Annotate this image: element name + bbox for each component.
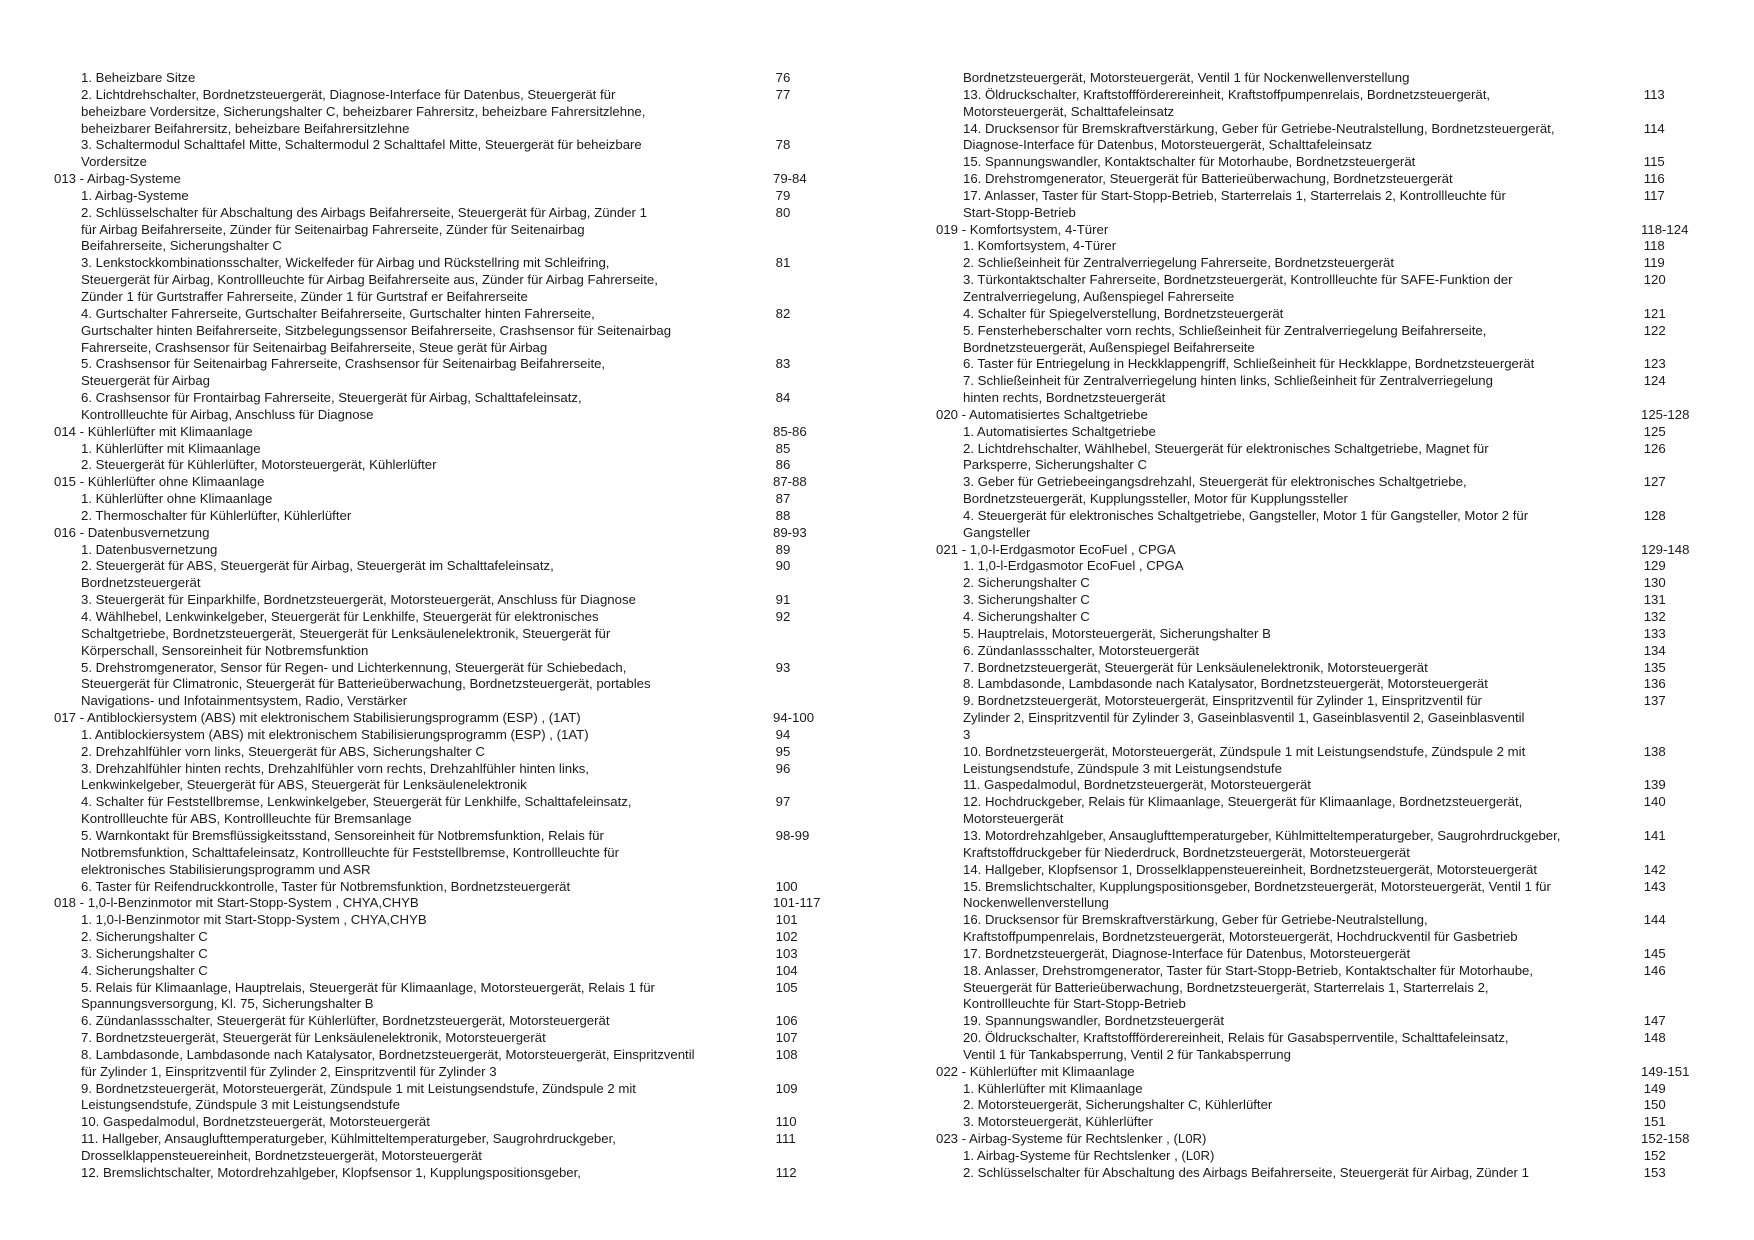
toc-entry-text: 2. Schließeinheit für Zentralverriegelung Fahrerseite, Bordnetzsteuergerät bbox=[963, 255, 1395, 271]
toc-entry-row bbox=[54, 1131, 850, 1165]
toc-entry-row bbox=[936, 70, 1720, 87]
toc-section-title: 023 - Airbag-Systeme für Rechtslenker , (L0R) bbox=[936, 1131, 1207, 1147]
toc-page-number: 98-99 bbox=[775, 827, 810, 843]
toc-page-number: 101-117 bbox=[773, 895, 821, 911]
toc-entry-row bbox=[936, 188, 1720, 222]
toc-page-number: 134 bbox=[1643, 642, 1666, 658]
toc-entry-row bbox=[936, 255, 1720, 272]
toc-entry-row bbox=[54, 542, 850, 559]
toc-page-number: 143 bbox=[1643, 878, 1666, 894]
toc-page-number: 118-124 bbox=[1641, 221, 1689, 237]
toc-entry-text: 15. Bremslichtschalter, Kupplungspositionsgeber, Bordnetzsteuergerät, Motorsteuergerät, Ventil 1 für Nockenwellenverstellung bbox=[963, 878, 1551, 911]
toc-entry-text: 1. 1,0-l-Erdgasmotor EcoFuel , CPGA bbox=[963, 558, 1184, 574]
toc-entry-text: 3. Motorsteuergerät, Kühlerlüfter bbox=[963, 1114, 1153, 1130]
toc-entry-text: 8. Lambdasonde, Lambdasonde nach Katalysator, Bordnetzsteuergerät, Motorsteuergerät, Einspritzventil für Zylinder 1, Einspritzventil für Zylinder 2, Einspritzventil für Zylinder 3 bbox=[81, 1046, 695, 1079]
toc-page-number: 115 bbox=[1643, 154, 1665, 170]
toc-page-number: 122 bbox=[1643, 322, 1666, 338]
toc-page-number: 127 bbox=[1643, 474, 1666, 490]
toc-entry-text: 3. Lenkstockkombinationsschalter, Wickelfeder für Airbag und Rückstellring mit Schleifring, Steuergerät für Airbag, Kontrollleuchte für Airbag Beifahrerseite aus, Zünder für Airbag Fahrerseite, Zünder 1 für Gurtstraffer Fahrerseite, Zünder 1 für Gurtstraf er Beifahrerseite bbox=[81, 255, 658, 304]
toc-entry-row bbox=[54, 457, 850, 474]
toc-entry-text: 2. Sicherungshalter C bbox=[81, 929, 208, 945]
toc-entry-text: 4. Sicherungshalter C bbox=[81, 962, 208, 978]
toc-entry-text: 1. Beheizbare Sitze bbox=[81, 70, 196, 85]
toc-page-number: 124 bbox=[1643, 373, 1666, 389]
toc-entry-text: 1. Antiblockiersystem (ABS) mit elektronischem Stabilisierungsprogramm (ESP) , (1AT) bbox=[81, 726, 589, 742]
toc-page-number: 80 bbox=[775, 204, 791, 220]
toc-entry-text: 5. Drehstromgenerator, Sensor für Regen- und Lichterkennung, Steuergerät für Schiebedach, Steuergerät für Climatronic, Steuergerät für Batterieüberwachung, Bordnetzsteuergerät, portables Navigations- und Infotainmentsystem, Radio, Verstärker bbox=[81, 659, 651, 709]
toc-section-row bbox=[936, 407, 1720, 424]
toc-entry-text: 13. Öldruckschalter, Kraftstoffförderereinheit, Kraftstoffpumpenrelais, Bordnetzsteuergerät, Motorsteuergerät, Schalttafeleinsatz bbox=[963, 86, 1491, 119]
toc-entry-text: 11. Hallgeber, Ansauglufttemperaturgeber, Kühlmitteltemperaturgeber, Saugrohrdruckgeber, Drosselklappensteuereinheit, Bordnetzsteuergerät, Motorsteuergerät bbox=[81, 1131, 616, 1163]
toc-entry-text: 1. Automatisiertes Schaltgetriebe bbox=[963, 423, 1156, 439]
toc-entry-row bbox=[54, 592, 850, 609]
toc-entry-text: 1. Kühlerlüfter ohne Klimaanlage bbox=[81, 491, 273, 507]
toc-entry-text: 3. Sicherungshalter C bbox=[963, 592, 1090, 608]
toc-entry-text: 4. Steuergerät für elektronisches Schaltgetriebe, Gangsteller, Motor 1 für Gangsteller, Motor 2 für Gangsteller bbox=[963, 507, 1529, 540]
toc-entry-row bbox=[936, 879, 1720, 913]
toc-entry-row bbox=[936, 474, 1720, 508]
toc-entry-text: 8. Lambdasonde, Lambdasonde nach Katalysator, Bordnetzsteuergerät, Motorsteuergerät bbox=[963, 676, 1488, 692]
toc-entry-row bbox=[54, 963, 850, 980]
toc-entry-row bbox=[54, 1081, 850, 1115]
toc-section-title: 021 - 1,0-l-Erdgasmotor EcoFuel , CPGA bbox=[936, 541, 1176, 557]
toc-entry-text: 17. Bordnetzsteuergerät, Diagnose-Interface für Datenbus, Motorsteuergerät bbox=[963, 945, 1411, 961]
toc-page-number: 76 bbox=[775, 70, 791, 85]
toc-entry-text: 19. Spannungswandler, Bordnetzsteuergerät bbox=[963, 1013, 1224, 1029]
toc-page-number: 153 bbox=[1643, 1164, 1666, 1180]
toc-page-number: 121 bbox=[1643, 305, 1666, 321]
toc-entry-text: 4. Gurtschalter Fahrerseite, Gurtschalter Beifahrerseite, Gurtschalter hinten Fahrerseite, Gurtschalter hinten Beifahrerseite, Sitzbelegungssensor Beifahrerseite, Crashsensor für Seitenairbag Fahrerseite, Crashsensor für Seitenairbag Beifahrerseite, Steue gerät für Airbag bbox=[81, 305, 672, 355]
toc-entry-text: 3. Drehzahlfühler hinten rechts, Drehzahlfühler vorn rechts, Drehzahlfühler hinten links, Lenkwinkelgeber, Steuergerät für ABS, Steuergerät für Lenksäulenelektronik bbox=[81, 760, 589, 793]
toc-page-number: 133 bbox=[1643, 625, 1666, 641]
toc-entry-row bbox=[936, 946, 1720, 963]
toc-section-title: 018 - 1,0-l-Benzinmotor mit Start-Stopp-System , CHYA,CHYB bbox=[54, 895, 419, 911]
toc-page-number: 100 bbox=[775, 878, 798, 894]
page-bottom-margin bbox=[0, 1180, 1754, 1240]
toc-page-number: 95 bbox=[775, 743, 791, 759]
toc-entry-row bbox=[54, 761, 850, 795]
toc-page-number: 152 bbox=[1643, 1148, 1666, 1163]
toc-entry-row bbox=[54, 255, 850, 306]
toc-page-number: 129-148 bbox=[1641, 541, 1690, 557]
toc-section-row bbox=[54, 710, 850, 727]
toc-entry-text: 6. Zündanlassschalter, Steuergerät für Kühlerlüfter, Bordnetzsteuergerät, Motorsteuergerät bbox=[81, 1013, 610, 1029]
toc-entry-row bbox=[936, 356, 1720, 373]
toc-entry-row bbox=[54, 744, 850, 761]
toc-page-number: 126 bbox=[1643, 440, 1666, 456]
toc-entry-row bbox=[54, 390, 850, 424]
toc-entry-row bbox=[54, 70, 850, 87]
toc-page-number: 132 bbox=[1643, 609, 1666, 624]
toc-entry-text: 15. Spannungswandler, Kontaktschalter für Motorhaube, Bordnetzsteuergerät bbox=[963, 154, 1416, 170]
toc-entry-text: 1. Airbag-Systeme bbox=[81, 187, 189, 203]
toc-page-number: 77 bbox=[775, 86, 791, 102]
toc-entry-text: 4. Wählhebel, Lenkwinkelgeber, Steuergerät für Lenkhilfe, Steuergerät für elektronisches Schaltgetriebe, Bordnetzsteuergerät, Steuergerät für Lenksäulenelektronik, Steuergerät für Körperschall, Sensoreinheit für Notbremsfunktion bbox=[81, 609, 611, 658]
toc-entry-row bbox=[54, 306, 850, 357]
toc-page-number: 137 bbox=[1643, 693, 1666, 709]
toc-page-number: 111 bbox=[775, 1131, 796, 1147]
toc-entry-text: 10. Gaspedalmodul, Bordnetzsteuergerät, Motorsteuergerät bbox=[81, 1114, 430, 1130]
toc-entry-row bbox=[54, 1047, 850, 1081]
toc-page-number: 93 bbox=[775, 659, 791, 675]
toc-entry-row bbox=[54, 441, 850, 458]
toc-page-number: 125-128 bbox=[1641, 406, 1690, 422]
toc-page-number: 101 bbox=[775, 912, 798, 928]
toc-entry-text: 1. Kühlerlüfter mit Klimaanlage bbox=[81, 440, 261, 456]
toc-entry-text: 17. Anlasser, Taster für Start-Stopp-Betrieb, Starterrelais 1, Starterrelais 2, Kontrollleuchte für Start-Stopp-Betrieb bbox=[963, 187, 1506, 220]
toc-entry-text: 13. Motordrehzahlgeber, Ansauglufttemperaturgeber, Kühlmitteltemperaturgeber, Saugrohrdruckgeber, Kraftstoffdruckgeber für Niederdruck, Bordnetzsteuergerät, Motorsteuergerät bbox=[963, 827, 1561, 860]
toc-page-number: 148 bbox=[1643, 1030, 1666, 1046]
toc-page-number: 114 bbox=[1643, 120, 1665, 136]
toc-entry-text: 12. Bremslichtschalter, Motordrehzahlgeber, Klopfsensor 1, Kupplungspositionsgeber, bbox=[81, 1164, 581, 1180]
toc-page-number: 96 bbox=[775, 760, 791, 776]
toc-section-title: 016 - Datenbusvernetzung bbox=[54, 524, 210, 540]
toc-entry-text: 9. Bordnetzsteuergerät, Motorsteuergerät, Einspritzventil für Zylinder 1, Einspritzventil für Zylinder 2, Einspritzventil für Zylinder 3, Gaseinblasventil 1, Gaseinblasventil 2, Gaseinblasventil 3 bbox=[963, 693, 1525, 742]
toc-page-number: 92 bbox=[775, 609, 791, 624]
toc-page-number: 149-151 bbox=[1641, 1063, 1690, 1079]
toc-entry-text: 6. Taster für Entriegelung in Heckklappengriff, Schließeinheit für Heckklappe, Bordnetzsteuergerät bbox=[963, 356, 1535, 372]
toc-page-number: 103 bbox=[775, 945, 798, 961]
toc-section-row bbox=[936, 222, 1720, 239]
toc-page-number: 88 bbox=[775, 507, 791, 523]
toc-page-number: 106 bbox=[775, 1013, 798, 1029]
toc-entry-row bbox=[936, 1013, 1720, 1030]
toc-entry-row bbox=[54, 87, 850, 138]
toc-entry-text: 1. 1,0-l-Benzinmotor mit Start-Stopp-System , CHYA,CHYB bbox=[81, 912, 427, 928]
toc-page-number: 89 bbox=[775, 541, 791, 557]
toc-entry-row bbox=[936, 777, 1720, 794]
toc-entry-row bbox=[54, 558, 850, 592]
toc-entry-row bbox=[936, 272, 1720, 306]
toc-page-number: 87-88 bbox=[773, 474, 807, 490]
toc-entry-text: 12. Hochdruckgeber, Relais für Klimaanlage, Steuergerät für Klimaanlage, Bordnetzsteuergerät, Motorsteuergerät bbox=[963, 794, 1523, 827]
toc-entry-row bbox=[54, 1030, 850, 1047]
toc-entry-row bbox=[936, 121, 1720, 155]
toc-left-column bbox=[54, 70, 850, 1182]
toc-entry-text: 10. Bordnetzsteuergerät, Motorsteuergerät, Zündspule 1 mit Leistungsendstufe, Zündspule 2 mit Leistungsendstufe, Zündspule 3 mit Leistungsendstufe bbox=[963, 743, 1526, 776]
toc-section-title: 015 - Kühlerlüfter ohne Klimaanlage bbox=[54, 474, 265, 490]
toc-entry-row bbox=[54, 828, 850, 879]
toc-entry-text: 2. Sicherungshalter C bbox=[963, 575, 1090, 591]
toc-entry-row bbox=[936, 171, 1720, 188]
toc-section-row bbox=[936, 1064, 1720, 1081]
toc-page-number: 94-100 bbox=[773, 710, 815, 726]
toc-page-number: 129 bbox=[1643, 558, 1666, 574]
toc-entry-text: 2. Lichtdrehschalter, Bordnetzsteuergerät, Diagnose-Interface für Datenbus, Steuergerät für beheizbare Vordersitze, Sicherungshalter C, beheizbarer Fahrersitz, beheizbare Fahrersitzlehne, beheizbarer Beifahrersitz, beheizbare Beifahrersitzlehne bbox=[81, 86, 646, 136]
toc-page-number: 138 bbox=[1643, 743, 1666, 759]
toc-entry-row bbox=[936, 1030, 1720, 1064]
toc-entry-row bbox=[936, 1114, 1720, 1131]
toc-page-number: 130 bbox=[1643, 575, 1666, 591]
toc-entry-text: 1. Datenbusvernetzung bbox=[81, 541, 218, 557]
toc-page-number: 87 bbox=[775, 491, 791, 507]
toc-page-number: 116 bbox=[1643, 171, 1665, 187]
toc-section-row bbox=[54, 474, 850, 491]
toc-entry-row bbox=[936, 592, 1720, 609]
toc-entry-text: 2. Schlüsselschalter für Abschaltung des Airbags Beifahrerseite, Steuergerät für Airbag, Zünder 1 für Airbag Beifahrerseite, Zünder für Seitenairbag Fahrerseite, Zünder für Seitenairbag Beifahrerseite, Sicherungshalter C bbox=[81, 204, 647, 254]
toc-entry-text: 7. Bordnetzsteuergerät, Steuergerät für Lenksäulenelektronik, Motorsteuergerät bbox=[81, 1030, 546, 1046]
toc-page-number: 119 bbox=[1643, 255, 1665, 271]
toc-entry-text: 5. Fensterheberschalter vorn rechts, Schließeinheit für Zentralverriegelung Beifahrerseite, Bordnetzsteuergerät, Außenspiegel Beifahrerseite bbox=[963, 322, 1487, 355]
toc-section-row bbox=[936, 1131, 1720, 1148]
toc-page-number: 136 bbox=[1643, 676, 1666, 692]
toc-entry-text: 1. Kühlerlüfter mit Klimaanlage bbox=[963, 1080, 1143, 1096]
toc-page-number: 141 bbox=[1643, 827, 1666, 843]
toc-page-number: 151 bbox=[1643, 1114, 1666, 1130]
toc-section-row bbox=[54, 895, 850, 912]
toc-section-title: 013 - Airbag-Systeme bbox=[54, 171, 181, 187]
toc-entry-row bbox=[936, 508, 1720, 542]
toc-entry-text: 3. Geber für Getriebeeingangsdrehzahl, Steuergerät für elektronisches Schaltgetriebe, Bordnetzsteuergerät, Kupplungssteller, Motor für Kupplungssteller bbox=[963, 474, 1467, 507]
toc-entry-row bbox=[936, 87, 1720, 121]
toc-page-number: 112 bbox=[775, 1164, 797, 1180]
toc-entry-row bbox=[54, 188, 850, 205]
toc-entry-text: 1. Komfortsystem, 4-Türer bbox=[963, 238, 1117, 254]
toc-entry-text: 7. Bordnetzsteuergerät, Steuergerät für Lenksäulenelektronik, Motorsteuergerät bbox=[963, 659, 1428, 675]
toc-entry-row bbox=[54, 205, 850, 256]
toc-entry-row bbox=[936, 558, 1720, 575]
toc-page-number: 118 bbox=[1643, 238, 1665, 254]
toc-section-title: 022 - Kühlerlüfter mit Klimaanlage bbox=[936, 1063, 1135, 1079]
toc-entry-row bbox=[936, 862, 1720, 879]
toc-section-row bbox=[54, 171, 850, 188]
toc-entry-row bbox=[936, 575, 1720, 592]
toc-entry-text: 11. Gaspedalmodul, Bordnetzsteuergerät, Motorsteuergerät bbox=[963, 777, 1311, 793]
toc-page-number: 149 bbox=[1643, 1080, 1666, 1096]
toc-entry-text: 3. Schaltermodul Schalttafel Mitte, Schaltermodul 2 Schalttafel Mitte, Steuergerät für beheizbare Vordersitze bbox=[81, 137, 642, 170]
toc-entry-row bbox=[936, 794, 1720, 828]
toc-page-number: 123 bbox=[1643, 356, 1666, 372]
toc-entry-row bbox=[54, 980, 850, 1014]
toc-entry-row bbox=[936, 912, 1720, 946]
toc-entry-text: 6. Taster für Reifendruckkontrolle, Taster für Notbremsfunktion, Bordnetzsteuergerät bbox=[81, 878, 571, 894]
toc-page-number: 79 bbox=[775, 187, 791, 203]
toc-entry-text: 9. Bordnetzsteuergerät, Motorsteuergerät, Zündspule 1 mit Leistungsendstufe, Zündspule 2 mit Leistungsendstufe, Zündspule 3 mit Leistungsendstufe bbox=[81, 1080, 636, 1113]
toc-entry-text: 3. Sicherungshalter C bbox=[81, 945, 208, 961]
toc-entry-row bbox=[54, 491, 850, 508]
toc-entry-row bbox=[936, 1097, 1720, 1114]
toc-section-title: 020 - Automatisiertes Schaltgetriebe bbox=[936, 406, 1148, 422]
toc-entry-row bbox=[936, 643, 1720, 660]
toc-entry-text: 7. Schließeinheit für Zentralverriegelung hinten links, Schließeinheit für Zentralverriegelung hinten rechts, Bordnetzsteuergerät bbox=[963, 373, 1493, 406]
toc-page-number: 145 bbox=[1643, 945, 1666, 961]
toc-entry-text: 2. Schlüsselschalter für Abschaltung des Airbags Beifahrerseite, Steuergerät für Airbag, Zünder 1 bbox=[963, 1164, 1529, 1180]
toc-entry-row bbox=[936, 373, 1720, 407]
toc-page-number: 82 bbox=[775, 305, 791, 321]
toc-entry-row bbox=[936, 744, 1720, 778]
toc-entry-text: 2. Motorsteuergerät, Sicherungshalter C, Kühlerlüfter bbox=[963, 1097, 1273, 1113]
toc-entry-text: 2. Lichtdrehschalter, Wählhebel, Steuergerät für elektronisches Schaltgetriebe, Magnet für Parksperre, Sicherungshalter C bbox=[963, 440, 1489, 473]
toc-entry-text: 2. Thermoschalter für Kühlerlüfter, Kühlerlüfter bbox=[81, 507, 352, 523]
toc-entry-row bbox=[936, 963, 1720, 1014]
toc-entry-text: 14. Hallgeber, Klopfsensor 1, Drosselklappensteuereinheit, Bordnetzsteuergerät, Motorsteuergerät bbox=[963, 861, 1537, 877]
toc-entry-row bbox=[936, 238, 1720, 255]
toc-entry-row bbox=[54, 1114, 850, 1131]
toc-entry-row bbox=[936, 441, 1720, 475]
toc-entry-row bbox=[936, 154, 1720, 171]
toc-right-column bbox=[936, 70, 1720, 1182]
toc-entry-row bbox=[54, 727, 850, 744]
toc-page-number: 147 bbox=[1643, 1013, 1666, 1029]
toc-entry-row bbox=[936, 828, 1720, 862]
toc-page-number: 146 bbox=[1643, 962, 1666, 978]
toc-entry-text: 20. Öldruckschalter, Kraftstoffförderereinheit, Relais für Gasabsperrventile, Schalttafeleinsatz, Ventil 1 für Tankabsperrung, Ventil 2 für Tankabsperrung bbox=[963, 1030, 1509, 1062]
toc-section-row bbox=[54, 525, 850, 542]
toc-entry-text: 18. Anlasser, Drehstromgenerator, Taster für Start-Stopp-Betrieb, Kontaktschalter für Motorhaube, Steuergerät für Batterieüberwachung, Bordnetzsteuergerät, Starterrelais 1, Starterrelais 2, Kontrollleuchte für Start-Stopp-Betrieb bbox=[963, 962, 1534, 1012]
toc-section-row bbox=[54, 424, 850, 441]
toc-page-number: 144 bbox=[1643, 912, 1666, 928]
toc-page-number: 140 bbox=[1643, 794, 1666, 810]
toc-page-number: 90 bbox=[775, 558, 791, 574]
toc-entry-row bbox=[936, 693, 1720, 744]
toc-entry-row bbox=[936, 626, 1720, 643]
toc-entry-row bbox=[936, 1148, 1720, 1165]
toc-page-number: 139 bbox=[1643, 777, 1666, 793]
toc-section-row bbox=[936, 542, 1720, 559]
toc-entry-text: 4. Schalter für Feststellbremse, Lenkwinkelgeber, Steuergerät für Lenkhilfe, Schalttafeleinsatz, Kontrollleuchte für ABS, Kontrollleuchte für Bremsanlage bbox=[81, 794, 632, 827]
toc-page-number: 105 bbox=[775, 979, 798, 995]
toc-entry-row bbox=[54, 356, 850, 390]
toc-page-number: 152-158 bbox=[1641, 1131, 1690, 1147]
toc-page-number: 117 bbox=[1643, 187, 1665, 203]
toc-entry-row bbox=[54, 660, 850, 711]
toc-page-number: 107 bbox=[775, 1030, 798, 1046]
toc-entry-row bbox=[54, 609, 850, 660]
toc-page-number: 135 bbox=[1643, 659, 1666, 675]
toc-entry-text: 14. Drucksensor für Bremskraftverstärkung, Geber für Getriebe-Neutralstellung, Bordnetzsteuergerät, Diagnose-Interface für Datenbus, Motorsteuergerät, Schalttafeleinsatz bbox=[963, 120, 1555, 153]
toc-entry-text: 4. Sicherungshalter C bbox=[963, 609, 1090, 624]
toc-entry-text: 4. Schalter für Spiegelverstellung, Bordnetzsteuergerät bbox=[963, 305, 1284, 321]
toc-page-number: 120 bbox=[1643, 272, 1666, 288]
toc-page-number: 150 bbox=[1643, 1097, 1666, 1113]
toc-page-number: 81 bbox=[775, 255, 791, 271]
toc-entry-row bbox=[936, 660, 1720, 677]
toc-page-number: 131 bbox=[1643, 592, 1666, 608]
toc-page-number: 104 bbox=[775, 962, 798, 978]
toc-page-number: 89-93 bbox=[773, 524, 807, 540]
toc-page-number: 128 bbox=[1643, 507, 1666, 523]
toc-entry-text: 1. Airbag-Systeme für Rechtslenker , (L0R) bbox=[963, 1148, 1215, 1163]
toc-section-title: 019 - Komfortsystem, 4-Türer bbox=[936, 221, 1109, 237]
toc-page-number: 97 bbox=[775, 794, 791, 810]
toc-entry-row bbox=[54, 912, 850, 929]
toc-page-number: 85-86 bbox=[773, 423, 807, 439]
toc-entry-row bbox=[54, 929, 850, 946]
toc-entry-row bbox=[54, 879, 850, 896]
toc-entry-text: 2. Steuergerät für Kühlerlüfter, Motorsteuergerät, Kühlerlüfter bbox=[81, 457, 437, 473]
toc-entry-text: 16. Drehstromgenerator, Steuergerät für Batterieüberwachung, Bordnetzsteuergerät bbox=[963, 171, 1453, 187]
toc-page-number: 83 bbox=[775, 356, 791, 372]
toc-page-number: 91 bbox=[775, 592, 791, 608]
toc-entry-text: 2. Drehzahlfühler vorn links, Steuergerät für ABS, Sicherungshalter C bbox=[81, 743, 485, 759]
toc-page-number: 79-84 bbox=[773, 171, 807, 187]
toc-entry-text: 6. Zündanlassschalter, Motorsteuergerät bbox=[963, 642, 1200, 658]
toc-page-number: 108 bbox=[775, 1046, 798, 1062]
toc-entry-text: 6. Crashsensor für Frontairbag Fahrerseite, Steuergerät für Airbag, Schalttafeleinsatz, Kontrollleuchte für Airbag, Anschluss für Diagnose bbox=[81, 390, 582, 422]
toc-page-number: 142 bbox=[1643, 861, 1666, 877]
toc-entry-row bbox=[54, 794, 850, 828]
toc-page-number: 102 bbox=[775, 929, 798, 945]
toc-entry-text: 3. Steuergerät für Einparkhilfe, Bordnetzsteuergerät, Motorsteuergerät, Anschluss für Diagnose bbox=[81, 592, 636, 608]
toc-entry-row bbox=[936, 676, 1720, 693]
toc-page-number: 110 bbox=[775, 1114, 797, 1130]
toc-page-number: 109 bbox=[775, 1080, 798, 1096]
toc-entry-text: 16. Drucksensor für Bremskraftverstärkung, Geber für Getriebe-Neutralstellung, Kraftstoffpumpenrelais, Bordnetzsteuergerät, Motorsteuergerät, Hochdruckventil für Gasbetrieb bbox=[963, 912, 1518, 945]
toc-page-number: 86 bbox=[775, 457, 791, 473]
toc-page-number: 84 bbox=[775, 390, 791, 406]
toc-entry-row bbox=[936, 609, 1720, 626]
toc-entry-row bbox=[54, 1013, 850, 1030]
toc-page-number: 85 bbox=[775, 440, 791, 456]
toc-section-title: 014 - Kühlerlüfter mit Klimaanlage bbox=[54, 423, 253, 439]
toc-page-number: 94 bbox=[775, 726, 791, 742]
toc-entry-row bbox=[936, 424, 1720, 441]
toc-entry-text: 3. Türkontaktschalter Fahrerseite, Bordnetzsteuergerät, Kontrollleuchte für SAFE-Funktion der Zentralverriegelung, Außenspiegel Fahrerseite bbox=[963, 272, 1513, 304]
toc-entry-text: 5. Crashsensor für Seitenairbag Fahrerseite, Crashsensor für Seitenairbag Beifahrerseite, Steuergerät für Airbag bbox=[81, 356, 606, 389]
toc-entry-text: Bordnetzsteuergerät, Motorsteuergerät, Ventil 1 für Nockenwellenverstellung bbox=[963, 70, 1410, 85]
toc-entry-row bbox=[54, 946, 850, 963]
toc-page-number: 78 bbox=[775, 137, 791, 153]
toc-page-number: 125 bbox=[1643, 423, 1666, 439]
toc-section-title: 017 - Antiblockiersystem (ABS) mit elektronischem Stabilisierungsprogramm (ESP) , (1AT) bbox=[54, 710, 581, 726]
toc-entry-row bbox=[936, 306, 1720, 323]
toc-entry-text: 5. Hauptrelais, Motorsteuergerät, Sicherungshalter B bbox=[963, 625, 1271, 641]
toc-entry-text: 5. Relais für Klimaanlage, Hauptrelais, Steuergerät für Klimaanlage, Motorsteuergerät, Relais 1 für Spannungsversorgung, Kl. 75, Sicherungshalter B bbox=[81, 979, 655, 1012]
toc-entry-row bbox=[936, 323, 1720, 357]
toc-page-number: 113 bbox=[1643, 86, 1665, 102]
toc-entry-row bbox=[54, 137, 850, 171]
toc-entry-row bbox=[936, 1081, 1720, 1098]
toc-entry-row bbox=[54, 508, 850, 525]
toc-entry-text: 5. Warnkontakt für Bremsflüssigkeitsstand, Sensoreinheit für Notbremsfunktion, Relais für Notbremsfunktion, Schalttafeleinsatz, Kontrollleuchte für Feststellbremse, Kontrollleuchte für elektronisches Stabilisierungsprogramm und ASR bbox=[81, 827, 620, 877]
toc-entry-text: 2. Steuergerät für ABS, Steuergerät für Airbag, Steuergerät im Schalttafeleinsatz, Bordnetzsteuergerät bbox=[81, 558, 554, 591]
